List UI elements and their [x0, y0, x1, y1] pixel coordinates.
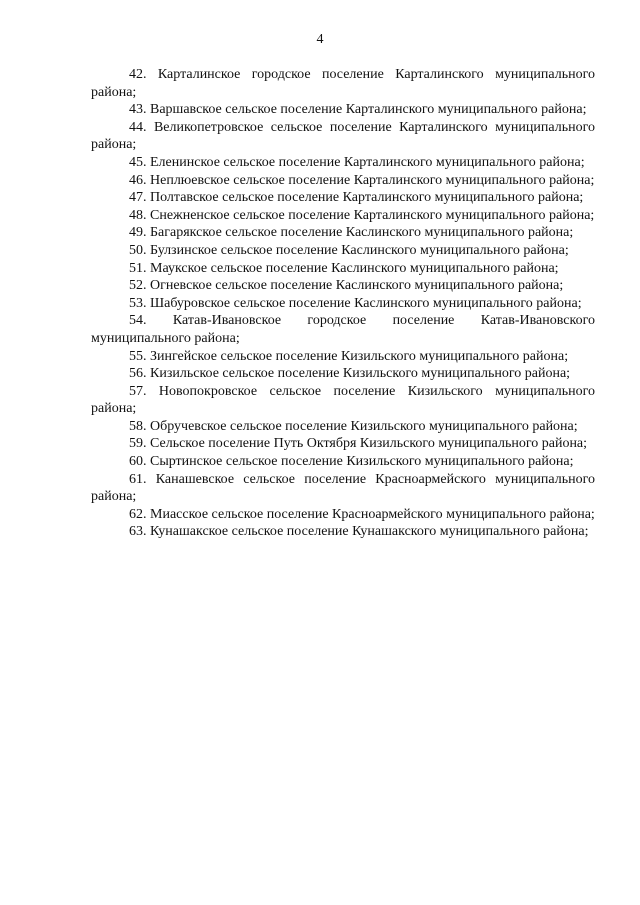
list-item: 44. Великопетровское сельское поселение Карталинского муниципального района; [91, 119, 595, 153]
list-item: 45. Еленинское сельское поселение Карталинского муниципального района; [129, 154, 585, 170]
settlement-list [91, 66, 595, 541]
list-item: 42. Карталинское городское поселение Карталинского муниципального района; [91, 67, 595, 100]
list-item: 46. Неплюевское сельское поселение Карталинского муниципального района; [129, 172, 595, 188]
list-item: 56. Кизильское сельское поселение Кизильского муниципального района; [129, 366, 571, 382]
list-item: 57. Новопокровское сельское поселение Кизильского муниципального района; [91, 383, 595, 417]
list-item: 53. Шабуровское сельское поселение Каслинского муниципального района; [129, 295, 582, 311]
list-item: 59. Сельское поселение Путь Октября Кизильского муниципального района; [129, 436, 588, 452]
list-item: 49. Багарякское сельское поселение Каслинского муниципального района; [129, 225, 574, 241]
page-number: 4 [316, 32, 324, 47]
list-item: 55. Зингейское сельское поселение Кизильского муниципального района; [129, 348, 569, 364]
list-item: 51. Маукское сельское поселение Каслинского муниципального района; [129, 260, 559, 276]
list-item: 61. Канашевское сельское поселение Красноармейского муниципального района; [91, 471, 595, 505]
list-item: 50. Булзинское сельское поселение Каслинского муниципального района; [129, 242, 569, 258]
list-item: 43. Варшавское сельское поселение Карталинского муниципального района; [129, 102, 587, 118]
list-item: 58. Обручевское сельское поселение Кизильского муниципального района; [129, 418, 578, 434]
list-item: 54. Катав-Ивановское городское поселение Катав-Ивановского муниципального района; [91, 313, 595, 346]
list-item: 48. Снежненское сельское поселение Карталинского муниципального района; [129, 207, 595, 223]
list-item: 52. Огневское сельское поселение Каслинского муниципального района; [129, 278, 564, 294]
list-item: 63. Кунашакское сельское поселение Кунашакского муниципального района; [129, 524, 589, 540]
list-item: 47. Полтавское сельское поселение Карталинского муниципального района; [129, 190, 584, 206]
list-item: 60. Сыртинское сельское поселение Кизильского муниципального района; [129, 454, 574, 470]
list-item: 62. Миасское сельское поселение Красноармейского муниципального района; [129, 506, 595, 522]
